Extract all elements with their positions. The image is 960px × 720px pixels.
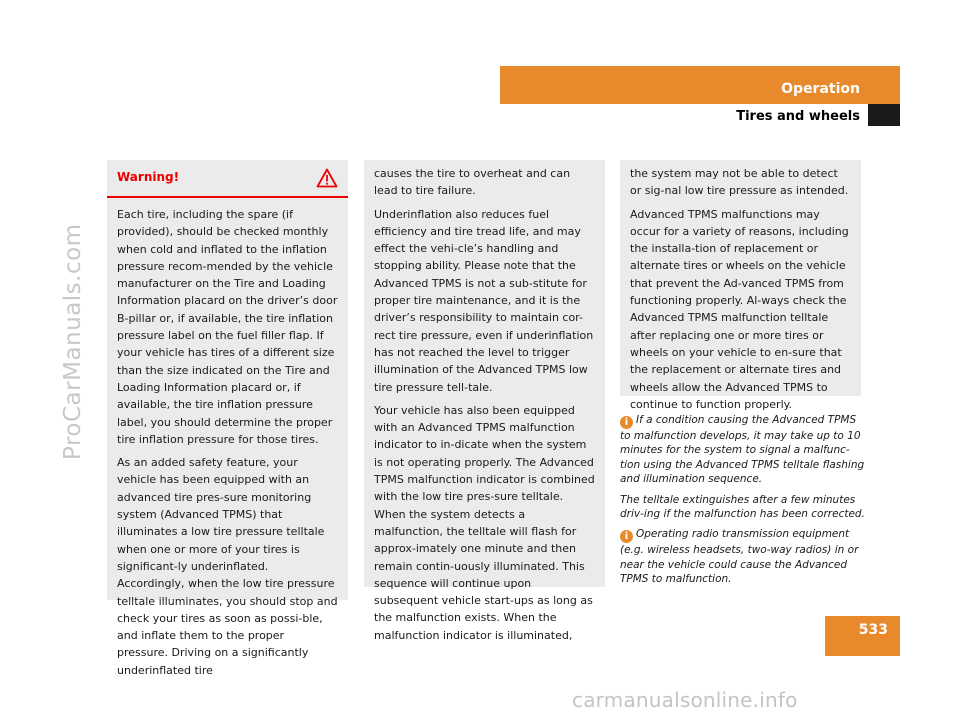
- page-subtitle: Tires and wheels: [736, 109, 860, 124]
- warning-panel: [107, 160, 348, 677]
- side-watermark: ProCarManuals.com: [60, 223, 86, 460]
- info-icon: i: [620, 530, 633, 543]
- warning-body: [107, 198, 348, 679]
- warning-paragraph-2: As an added safety feature, your vehicle has been equipped with an advanced tire pres-sure monitoring system (Advanced TPMS) that illuminates a low tire pressure telltale when one or more of your tires is significant-ly underinflated. Accordingly, when the low tire pressure telltale illuminates, you should stop and check your tires as soon as possi-ble, and inflate them to the proper pressure. Driving on a significantly underinflated tire: [117, 456, 338, 677]
- col2-paragraph-2: Underinflation also reduces fuel efficiency and tire tread life, and may effect the vehi-cle’s handling and stopping ability. Please note that the Advanced TPMS is not a sub-stitute for proper tire maintenance, and it is the driver’s responsibility to maintain cor-rect tire pressure, even if underinflation has not reached the level to trigger illumination of the Advanced TPMS low tire pressure tell-tale.: [374, 207, 594, 394]
- info-note-2-text: Operating radio transmission equipment (e.g. wireless headsets, two-way radios) in or near the vehicle could cause the Advanced TPMS to malfunction.: [620, 528, 859, 586]
- page-number: 533: [858, 622, 888, 638]
- info-note-1-text: If a condition causing the Advanced TPMS to malfunction develops, it may take up to 10 minutes for the system to signal a malfunc-tion using the Advanced TPMS telltale flashing and illumination sequence.: [620, 414, 865, 486]
- info-notes: [620, 413, 865, 593]
- col3-paragraph-1: the system may not be able to detect or sig-nal low tire pressure as intended.: [630, 167, 849, 198]
- col2-paragraph-3: Your vehicle has also been equipped with an Advanced TPMS malfunction indicator to in-dicate when the system is not operating properly. The Advanced TPMS malfunction indicator is combined with the low tire pres-sure telltale. When the system detects a malfunction, the telltale will flash for approx-imately one minute and then remain contin-uously illuminated. This sequence will continue upon subsequent vehicle start-ups as long as the malfunction exists. When the malfunction indicator is illuminated,: [374, 403, 595, 642]
- warning-header: [107, 160, 348, 198]
- info-note-2: [620, 527, 865, 586]
- warning-panel-end: [620, 160, 861, 411]
- info-icon: i: [620, 416, 633, 429]
- header-tab-marker: [868, 104, 900, 126]
- warning-title: Warning!: [117, 170, 180, 185]
- col2-paragraph-1: causes the tire to overheat and can lead to tire failure.: [374, 167, 571, 198]
- section-title: Operation: [781, 81, 860, 97]
- warning-paragraph-1: Each tire, including the spare (if provided), should be checked monthly when cold and inflated to the inflation pressure recom-mended by the vehicle manufacturer on the Tire and Loading Information placard on the driver’s door B-pillar or, if available, the tire inflation pressure label on the fuel filler flap. If your vehicle has tires of a different size than the size indicated on the Tire and Loading Information placard or, if available, the tire inflation pressure label, you should determine the proper tire inflation pressure for those tires.: [117, 208, 338, 446]
- info-note-1-text2: The telltale extinguishes after a few minutes driv-ing if the malfunction has been corrected.: [620, 493, 865, 521]
- info-note-1: [620, 413, 865, 521]
- col3-paragraph-2: Advanced TPMS malfunctions may occur for a variety of reasons, including the installa-tion of replacement or alternate tires or wheels on the vehicle that prevent the Ad-vanced TPMS from functioning properly. Al-ways check the Advanced TPMS malfunction telltale after replacing one or more tires or wheels on your vehicle to en-sure that the replacement or alternate tires and wheels allow the Advanced TPMS to continue to function properly.: [630, 207, 849, 411]
- warning-panel-continued: [364, 160, 605, 642]
- page-number-box: [825, 616, 900, 656]
- footer-watermark: carmanualsonline.info: [572, 688, 798, 712]
- warning-triangle-icon: [316, 168, 338, 188]
